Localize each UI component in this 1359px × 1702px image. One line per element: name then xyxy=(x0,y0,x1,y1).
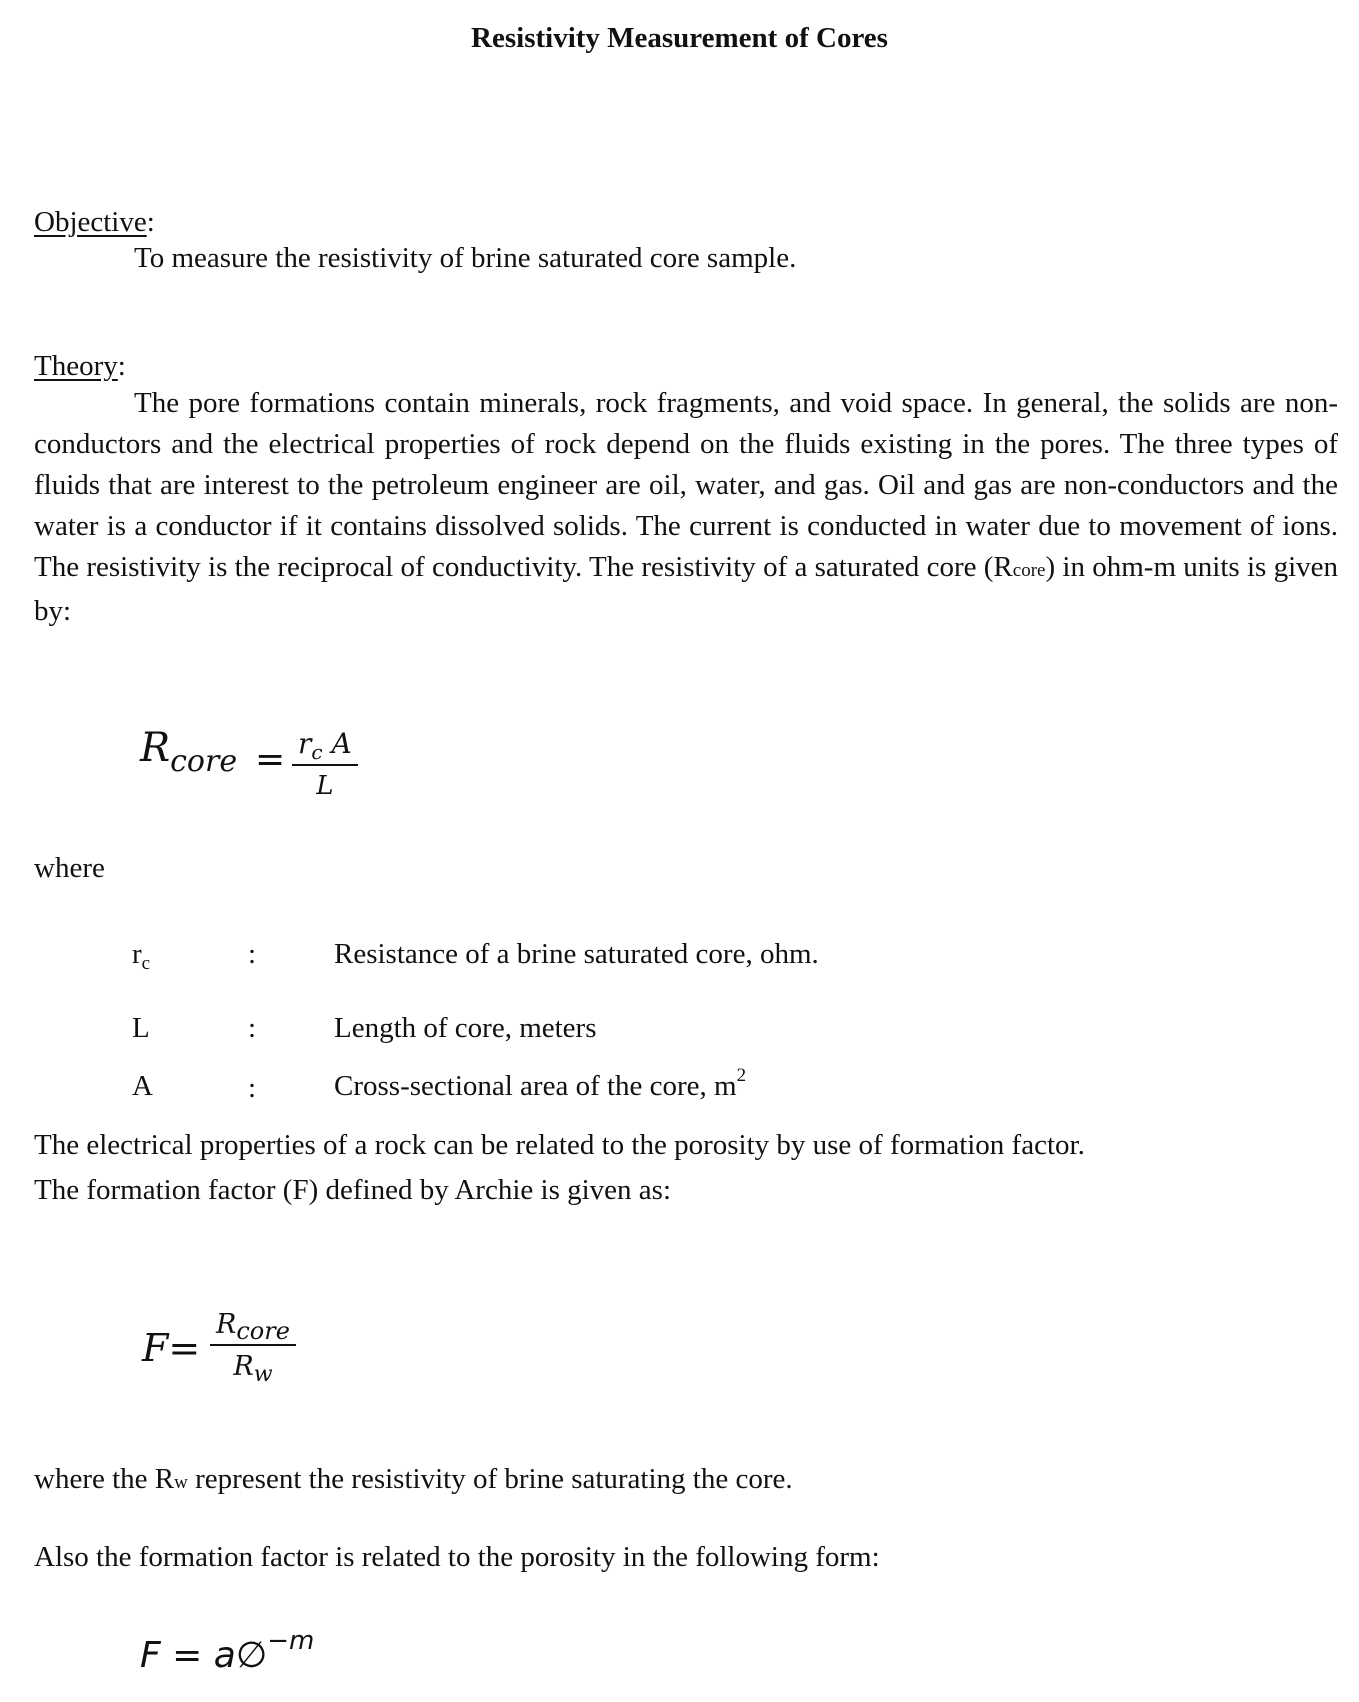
equation-rcore-lhs: $R_{core}$ xyxy=(140,725,238,779)
porosity-relation-text: Also the formation factor is related to the porosity in the following form: xyxy=(34,1541,880,1573)
formation-text-line-1: The electrical properties of a rock can be related to the porosity by use of formation factor. xyxy=(34,1129,1085,1161)
objective-text: To measure the resistivity of brine saturated core sample. xyxy=(134,242,797,274)
equation-rcore-fraction xyxy=(292,726,358,806)
definition-colon-rc: : xyxy=(248,938,257,970)
theory-colon: : xyxy=(117,350,126,382)
objective-heading: Objective xyxy=(34,206,147,238)
equation-f-fraction xyxy=(210,1306,296,1390)
rw-description: where the Rw represent the resistivity of brine saturating the core. xyxy=(34,1463,793,1495)
definition-symbol-a: A xyxy=(132,1070,153,1102)
equation-f-numerator: Rcore xyxy=(210,1306,296,1346)
where-label: where xyxy=(34,852,105,884)
equation-rcore-numerator: $r_c$ A xyxy=(292,726,358,766)
theory-paragraph-sub: core xyxy=(1012,560,1046,581)
equation-archie: F = a∅$^{-m}$ xyxy=(140,1626,315,1676)
definition-text-rc: Resistance of a brine saturated core, ohm. xyxy=(334,938,819,970)
objective-heading-line xyxy=(34,202,155,243)
theory-heading: Theory xyxy=(34,350,118,382)
definition-text-l: Length of core, meters xyxy=(334,1012,597,1044)
definition-symbol-l: L xyxy=(132,1012,150,1044)
equation-rcore-denominator: L xyxy=(316,771,334,801)
page-title: Resistivity Measurement of Cores xyxy=(471,22,888,54)
definition-colon-a: : xyxy=(248,1072,257,1104)
theory-paragraph xyxy=(34,383,1338,632)
theory-paragraph-end: ) in ohm-m units is given by: xyxy=(34,551,1338,627)
equation-f-lhs: F= xyxy=(142,1326,201,1370)
definition-symbol-rc: $r_c$ xyxy=(132,938,151,974)
definition-colon-l: : xyxy=(248,1012,257,1044)
formation-text-line-2: The formation factor (F) defined by Archie is given as: xyxy=(34,1174,671,1206)
equation-f-denominator: $R_w$ xyxy=(233,1351,273,1387)
equation-rcore-equals: = xyxy=(255,739,286,780)
theory-paragraph-start: The pore formations contain minerals, rock fragments, and void space. In general, the solids are non-conductors and the electrical properties of rock depend on the fluids existing in the pores. The three types of fluids that are interest to the petroleum engineer are oil, water, and gas. Oil and gas are non-conductors and the water is a conductor if it contains dissolved solids. The current is conducted in water due to movement of ions. The resistivity is the reciprocal of conductivity. The resistivity of a saturated core (R xyxy=(34,387,1338,583)
theory-heading-line xyxy=(34,346,126,387)
definition-text-a: Cross-sectional area of the core, $m^2$ xyxy=(334,1065,747,1102)
objective-colon: : xyxy=(146,206,155,238)
